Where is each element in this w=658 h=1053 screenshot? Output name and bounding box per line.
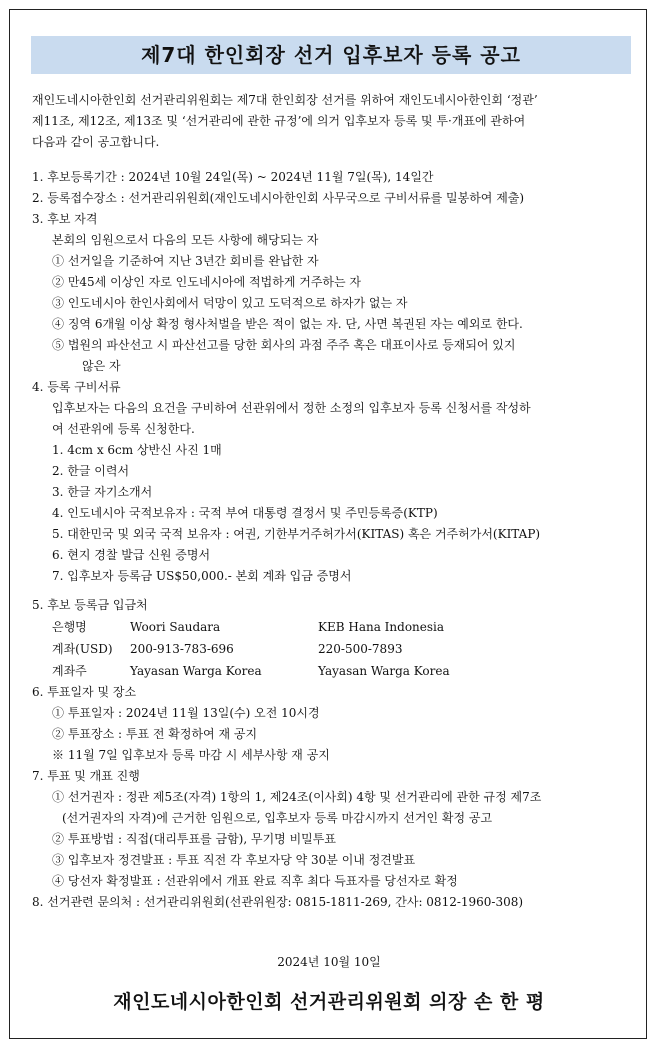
bank-table-row [32,638,632,660]
list-item: ③ 인도네시아 한인사회에서 덕망이 있고 도덕적으로 하자가 없는 자 [52,296,408,310]
notice-date: 2024년 10월 10일 [277,955,381,969]
list-item: 2. 한글 이력서 [52,464,130,478]
list-item: ④ 징역 6개월 이상 확정 형사처벌을 받은 적이 없는 자. 단, 사면 복권된 자는 예외로 한다. [52,317,523,331]
list-item: ① 투표일자 : 2024년 11월 13일(수) 오전 10시경 [52,706,320,720]
intro-line: 재인도네시아한인회 선거관리위원회는 제7대 한인회장 선거를 위하여 재인도네시아한인회 ‘정관’ [32,93,538,107]
section-4-heading: 4. 등록 구비서류 [32,380,121,394]
bank-row-value-2: KEB Hana Indonesia [318,620,445,634]
list-item: 1. 4cm x 6cm 상반신 사진 1매 [52,443,222,457]
section-8-contact: 8. 선거관련 문의처 : 선거관리위원회(선관위원장: 0815-1811-269, 간사: 0812-1960-308) [32,895,524,909]
section-7-heading: 7. 투표 및 개표 진행 [32,769,140,783]
intro-line: 다음과 같이 공고합니다. [32,135,160,149]
bank-row-label: 계좌주 [52,664,87,678]
section-5-heading: 5. 후보 등록금 입금처 [32,598,148,612]
signature-line: 재인도네시아한인회 선거관리위원회 의장 손 한 평 [113,991,545,1013]
intro-line: 제11조, 제12조, 제13조 및 ‘선거관리에 관한 규정’에 의거 입후보자 등록 및 투·개표에 관하여 [32,114,526,128]
list-item: ② 투표방법 : 직접(대리투표를 금함), 무기명 비밀투표 [52,832,336,846]
list-item: ⑤ 법원의 파산선고 시 파산선고를 당한 회사의 과점 주주 혹은 대표이사로 등재되어 있지 [52,338,516,352]
section-3-lead: 본회의 임원으로서 다음의 모든 사항에 해당되는 자 [52,233,319,247]
list-item: ① 선거권자 : 정관 제5조(자격) 1항의 1, 제24조(이사회) 4항 및 선거관리에 관한 규정 제7조 [52,790,542,804]
intro-paragraph [32,90,632,153]
bank-row-value-1: 200-913-783-696 [130,642,234,656]
list-item-continuation: (선거권자의 자격)에 근거한 임원으로, 입후보자 등록 마감시까지 선거인 확정 공고 [62,811,493,825]
section-6-heading: 6. 투표일자 및 장소 [32,685,137,699]
bank-table-row [32,660,632,682]
notice-body [32,90,632,913]
list-item: ① 선거일을 기준하여 지난 3년간 회비를 완납한 자 [52,254,319,268]
section-3-heading: 3. 후보 자격 [32,212,98,226]
list-item: ※ 11월 7일 입후보자 등록 마감 시 세부사항 재 공지 [52,748,330,762]
section-4-lead: 입후보자는 다음의 요건을 구비하여 선관위에서 정한 소정의 입후보자 등록 신청서를 작성하 [52,401,531,415]
bank-row-value-1: Woori Saudara [130,620,221,634]
section-2-registration-place: 2. 등록접수장소 : 선거관리위원회(재인도네시아한인회 사무국으로 구비서류를 밀봉하여 제출) [32,191,525,205]
list-item: 3. 한글 자기소개서 [52,485,153,499]
bank-row-value-2: 220-500-7893 [318,642,403,656]
bank-row-value-1: Yayasan Warga Korea [130,664,262,678]
list-item: ② 만45세 이상인 자로 인도네시아에 적법하게 거주하는 자 [52,275,361,289]
list-item: 4. 인도네시아 국적보유자 : 국적 부여 대통령 결정서 및 주민등록증(KTP) [52,506,438,520]
list-item: 5. 대한민국 및 외국 국적 보유자 : 여권, 기한부거주허가서(KITAS) 혹은 거주허가서(KITAP) [52,527,541,541]
list-item: ③ 입후보자 정견발표 : 투표 직전 각 후보자당 약 30분 이내 정견발표 [52,853,416,867]
list-item: ④ 당선자 확정발표 : 선관위에서 개표 완료 직후 최다 득표자를 당선자로 확정 [52,874,458,888]
list-item-continuation: 않은 자 [82,359,121,373]
list-item: ② 투표장소 : 투표 전 확정하여 재 공지 [52,727,258,741]
list-item: 6. 현지 경찰 발급 신원 증명서 [52,548,211,562]
bank-row-label: 은행명 [52,620,87,634]
bank-table-row [32,616,632,638]
list-item: 7. 입후보자 등록금 US$50,000.- 본회 계좌 입금 증명서 [52,569,352,583]
bank-row-value-2: Yayasan Warga Korea [318,664,450,678]
page-title: 제7대 한인회장 선거 입후보자 등록 공고 [141,43,521,67]
bank-row-label: 계좌(USD) [52,642,113,656]
section-1-registration-period: 1. 후보등록기간 : 2024년 10월 24일(목) ~ 2024년 11월 7일(목), 14일간 [32,170,434,184]
section-4-lead: 여 선관위에 등록 신청한다. [52,422,195,436]
